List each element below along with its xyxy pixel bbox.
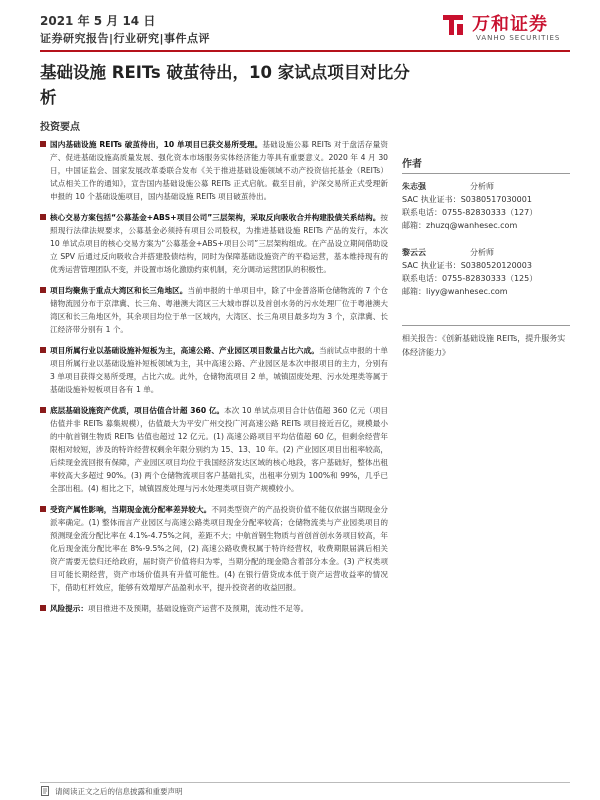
bullet-icon [40, 605, 46, 611]
key-point-4 [40, 344, 388, 396]
key-point-6 [40, 503, 388, 594]
analyst-email[interactable]: liyy@wanhesec.com [426, 287, 508, 296]
analyst-role: 分析师 [470, 182, 494, 191]
key-point-lead: 风险提示： [50, 604, 88, 613]
key-point-body: 基础设施公募 REITs 对于盘活存量资产、促进基础设施高质量发展、强化资本市场服务实体经济能力等具有重要意义。2020 年 4 月 30 日，中国证监会、国家发展改革委联合发布《关于推进基础设施领域不动产投资信托基金（REITs）试点相关工作的通知》，宣告国内基础设施公募 REITs 正式启航。截至目前，沪深交易所正式受理新申报的 10 个基础设施项目，国内基础设施 REITs 项目破茧待出。 [50, 140, 389, 201]
key-point-1 [40, 138, 388, 203]
report-title: 基础设施 REITs 破茧待出，10 家试点项目对比分析 [40, 63, 410, 107]
key-point-2 [40, 211, 388, 276]
related-reports[interactable]: 相关报告：《创新基础设施 REITs，提升服务实体经济能力》 [402, 325, 570, 360]
analyst-field-label: 联系电话： [402, 208, 442, 217]
logo-text-en: VANHO SECURITIES [476, 34, 561, 42]
bullet-icon [40, 506, 46, 512]
report-date: 2021 年 5 月 14 日 [40, 14, 156, 28]
analyst-field-label: 邮箱： [402, 287, 426, 296]
main-content [40, 138, 388, 623]
analyst-name: 黎云云 [402, 248, 426, 257]
key-point-lead: 核心交易方案包括“公募基金+ABS+项目公司”三层架构，采取反向吸收合并构建股债关系结构。 [50, 213, 381, 222]
key-point-lead: 底层基础设施资产优质，项目估值合计超 360 亿。 [50, 406, 225, 415]
key-point-5 [40, 404, 388, 495]
bullet-icon [40, 214, 46, 220]
bullet-icon [40, 287, 46, 293]
header-divider [40, 50, 570, 52]
key-point-lead: 受资产属性影响，当期现金流分配率差异较大。 [50, 505, 212, 514]
analyst-sac-number: S0380517030001 [460, 195, 532, 204]
analyst-sac-number: S0380520120003 [460, 261, 532, 270]
bullet-icon [40, 407, 46, 413]
analyst-role: 分析师 [470, 248, 494, 257]
analyst-card [402, 246, 570, 298]
analyst-phone: 0755-82830333（127） [442, 208, 538, 217]
company-logo [440, 10, 580, 46]
document-icon [40, 786, 50, 796]
risk-warning [40, 602, 388, 615]
bullet-icon [40, 141, 46, 147]
section-label: 投资要点 [40, 122, 80, 133]
analyst-field-label: 联系电话： [402, 274, 442, 283]
author-sidebar [402, 155, 570, 312]
footer-disclaimer: 请阅读正文之后的信息披露和重要声明 [55, 787, 183, 796]
key-point-body: 当前申报的十单项目中，除了中金普洛斯仓储物流的 7 个仓储物流园分布于京津冀、长三角、粤港澳大湾区三大城市群以及首创水务的污水处理厂位于粤港澳大湾区和长三角地区外，其余项目均位于单一区域内，大湾区、长三角项目最多均为 3 个，京津冀、长江经济带分别有 1 个。 [50, 286, 389, 334]
logo-mark-icon [440, 12, 466, 38]
key-point-body: 不同类型资产的产品投资价值不能仅依据当期现金分派率确定。(1) 整体而言产业园区与高速公路类项目现金分配率较高；仓储物流类与产业园类项目的预测现金流分配比率在 4.1%-4.75%之间，差距不大；中航首钢生物质与首创首创水务项目较高，年化后现金流分配比率在 8%-9.5%之间，(2) 高速公路收费权属于特许经营权，收费期限届满后相关资产需要无偿归还给政府，届时资产价值将归为零，当期分配的现金隐含着部分本金。(3) 产权类项目可能长期经营，资产市场价值具有升值可能性。(4) 在银行借贷成本低于资产运营收益率的情况下，借助杠杆效应，能够有效增厚产品盈利水平，提升投资者的收益回报。 [50, 505, 388, 592]
key-point-body: 按照现行法律法规要求，公募基金必须持有项目公司股权，为推进基础设施 REITs 产品的发行，本次 10 单试点项目的核心交易方案为“公募基金+ABS+项目公司”三层架构组成。在产品设立期间借助设立 SPV 后通过反向吸收合并搭建股债结构，同时为保障基础设施资产的平稳运营，基本维持现有的优秀运营管理团队不变，并设置市场化激励约束机制，充分调动运营团队的积极性。 [50, 213, 388, 274]
key-point-body: 当前试点申报的十单项目所属行业以基础设施补短板领域为主，其中高速公路、产业园区是本次申报项目的主力，分别有 3 单项目获得交易所受理，占比六成。此外，仓储物流项目 2 单，城镇固废处理、污水处理类等属于基础设施补短板项目各有 1 单。 [50, 346, 389, 394]
footer-divider [40, 782, 570, 783]
analyst-email[interactable]: zhuzq@wanhesec.com [426, 221, 518, 230]
key-point-body: 本次 10 单试点项目合计估值超 360 亿元（项目估值并非 REITs 募集规模），估值最大为平安广州交投广河高速公路 REITs 项目接近百亿，规模最小的中航首钢生物质 REITs 估值也超过 12 亿元。(1) 高速公路项目平均估值超 60 亿，但剩余经营年限相对较短，涉及的特许经营权剩余年限分别约为 15、13、10 年。(2) 产业园区项目出租率较高，后续现金流回报有保障，产业园区项目均位于我国经济发达区域的核心地段，客户基础好，整体出租率较高大多超过 90%。(3) 两个仓储物流项目客户基础扎实，出租率分别为 100%和 99%，几乎已全部出租。(4) 相比之下，城镇固废处理与污水处理类项目资产规模较小。 [50, 406, 389, 493]
key-point-lead: 项目均聚焦于重点大湾区和长三角地区。 [50, 286, 188, 295]
logo-text-cn: 万和证券 [472, 14, 548, 35]
analyst-field-label: SAC 执业证书： [402, 195, 461, 204]
author-heading: 作者 [402, 155, 570, 174]
analyst-field-label: SAC 执业证书： [402, 261, 461, 270]
report-category: 证券研究报告|行业研究|事件点评 [40, 32, 211, 45]
key-point-3 [40, 284, 388, 336]
analyst-name: 朱志强 [402, 182, 426, 191]
key-point-body: 项目推进不及预期，基础设施资产运营不及预期，流动性不足等。 [87, 604, 309, 613]
analyst-card [402, 180, 570, 232]
bullet-icon [40, 347, 46, 353]
key-point-lead: 项目所属行业以基础设施补短板为主，高速公路、产业园区项目数量占比六成。 [50, 346, 319, 355]
analyst-phone: 0755-82830333（125） [442, 274, 538, 283]
key-point-lead: 国内基础设施 REITs 破茧待出，10 单项目已获交易所受理。 [50, 140, 263, 149]
analyst-field-label: 邮箱： [402, 221, 426, 230]
